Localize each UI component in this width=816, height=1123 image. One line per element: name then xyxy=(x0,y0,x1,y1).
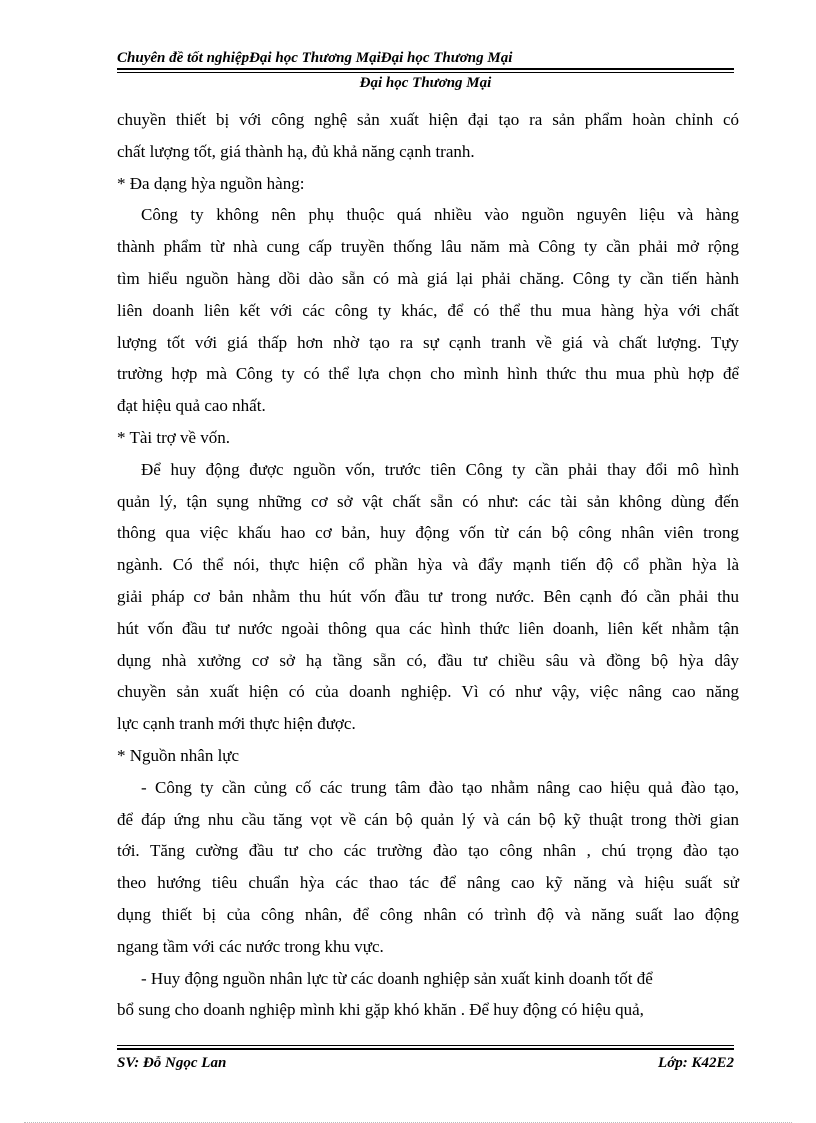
text-line: để đáp ứng nhu cầu tăng vọt về cán bộ quản lý và cán bộ kỹ thuật trong thời gian xyxy=(117,809,739,829)
text-line: chất lượng tốt, giá thành hạ, đủ khả năng cạnh tranh. xyxy=(117,141,475,161)
text-line: - Huy động nguồn nhân lực từ các doanh nghiệp sản xuất kinh doanh tốt để xyxy=(141,968,653,988)
text-line: trường hợp mà Công ty có thể lựa chọn cho mình hình thức thu mua phù hợp để xyxy=(117,364,739,384)
text-line: - Công ty cần củng cố các trung tâm đào tạo nhằm nâng cao hiệu quả đào tạo, xyxy=(141,777,739,797)
text-line: tới. Tăng cường đầu tư cho các trường đào tạo công nhân , chú trọng đào tạo xyxy=(117,841,739,861)
text-line: ngành. Có thể nói, thực hiện cổ phần hỳa và đẩy mạnh tiến độ cổ phần hỳa là xyxy=(117,555,739,575)
footer-rule-thick xyxy=(117,1048,734,1050)
text-line: theo hướng tiêu chuẩn hỳa các thao tác để nâng cao kỹ năng và hiệu suất sử xyxy=(117,873,739,893)
text-line: Để huy động được nguồn vốn, trước tiên Công ty cần phải thay đổi mô hình xyxy=(141,459,739,479)
text-line: chuyền thiết bị với công nghệ sản xuất hiện đại tạo ra sản phẩm hoàn chỉnh có xyxy=(117,110,739,129)
text-line: lực cạnh tranh mới thực hiện được. xyxy=(117,714,356,734)
document-body xyxy=(117,104,739,1026)
text-line: thông qua việc khấu hao cơ bản, huy động vốn từ cán bộ công nhân viên trong xyxy=(117,523,739,543)
header-subtitle: Đại học Thương Mại xyxy=(359,75,492,91)
text-line: giải pháp cơ bản nhằm thu hút vốn đầu tư trong nước. Bên cạnh đó cần phải thu xyxy=(117,586,739,606)
text-line: tìm hiểu nguồn hàng dồi dào sẵn có mà giá lại phải chăng. Công ty cần tiến hành xyxy=(117,268,739,288)
footer-student: SV: Đỗ Ngọc Lan xyxy=(117,1055,227,1071)
footer-rule-thin xyxy=(117,1045,734,1046)
text-line: bổ sung cho doanh nghiệp mình khi gặp khó khăn . Để huy động có hiệu quả, xyxy=(117,1000,644,1020)
footer-class: Lớp: K42E2 xyxy=(658,1055,734,1071)
text-line: ngang tầm với các nước trong khu vực. xyxy=(117,936,384,956)
text-line: đạt hiệu quả cao nhất. xyxy=(117,396,266,416)
text-line: * Đa dạng hỳa nguồn hàng: xyxy=(117,173,305,193)
text-line: dụng thiết bị của công nhân, để công nhân có trình độ và năng suất lao động xyxy=(117,904,739,924)
text-line: * Tài trợ về vốn. xyxy=(117,427,231,447)
text-line: dụng nhà xưởng cơ sở hạ tầng sẵn có, đầu tư chiều sâu và đồng bộ hỳa dây xyxy=(117,650,739,670)
header-rule-thick xyxy=(117,68,734,70)
text-line: thành phẩm từ nhà cung cấp truyền thống lâu năm mà Công ty cần phải mở rộng xyxy=(117,237,739,257)
text-line: lượng tốt với giá thấp hơn nhờ tạo ra sự cạnh tranh về giá và chất lượng. Tựy xyxy=(117,332,739,352)
text-line: chuyền sản xuất hiện có của doanh nghiệp. Vì có như vậy, việc nâng cao năng xyxy=(117,682,739,702)
text-line: Công ty không nên phụ thuộc quá nhiều vào nguồn nguyên liệu và hàng xyxy=(141,205,739,225)
text-line: liên doanh liên kết với các công ty khác, để có thể thu mua hàng hỳa với chất xyxy=(117,300,739,320)
text-line: hút vốn đầu tư nước ngoài thông qua các hình thức liên doanh, liên kết nhằm tận xyxy=(117,618,739,638)
text-line: * Nguồn nhân lực xyxy=(117,745,240,765)
text-line: quản lý, tận sụng những cơ sở vật chất sẵn có như: các tài sản không dùng đến xyxy=(117,491,739,511)
header-title: Chuyên đề tốt nghiệpĐại học Thương MạiĐại học Thương Mại xyxy=(117,50,513,66)
